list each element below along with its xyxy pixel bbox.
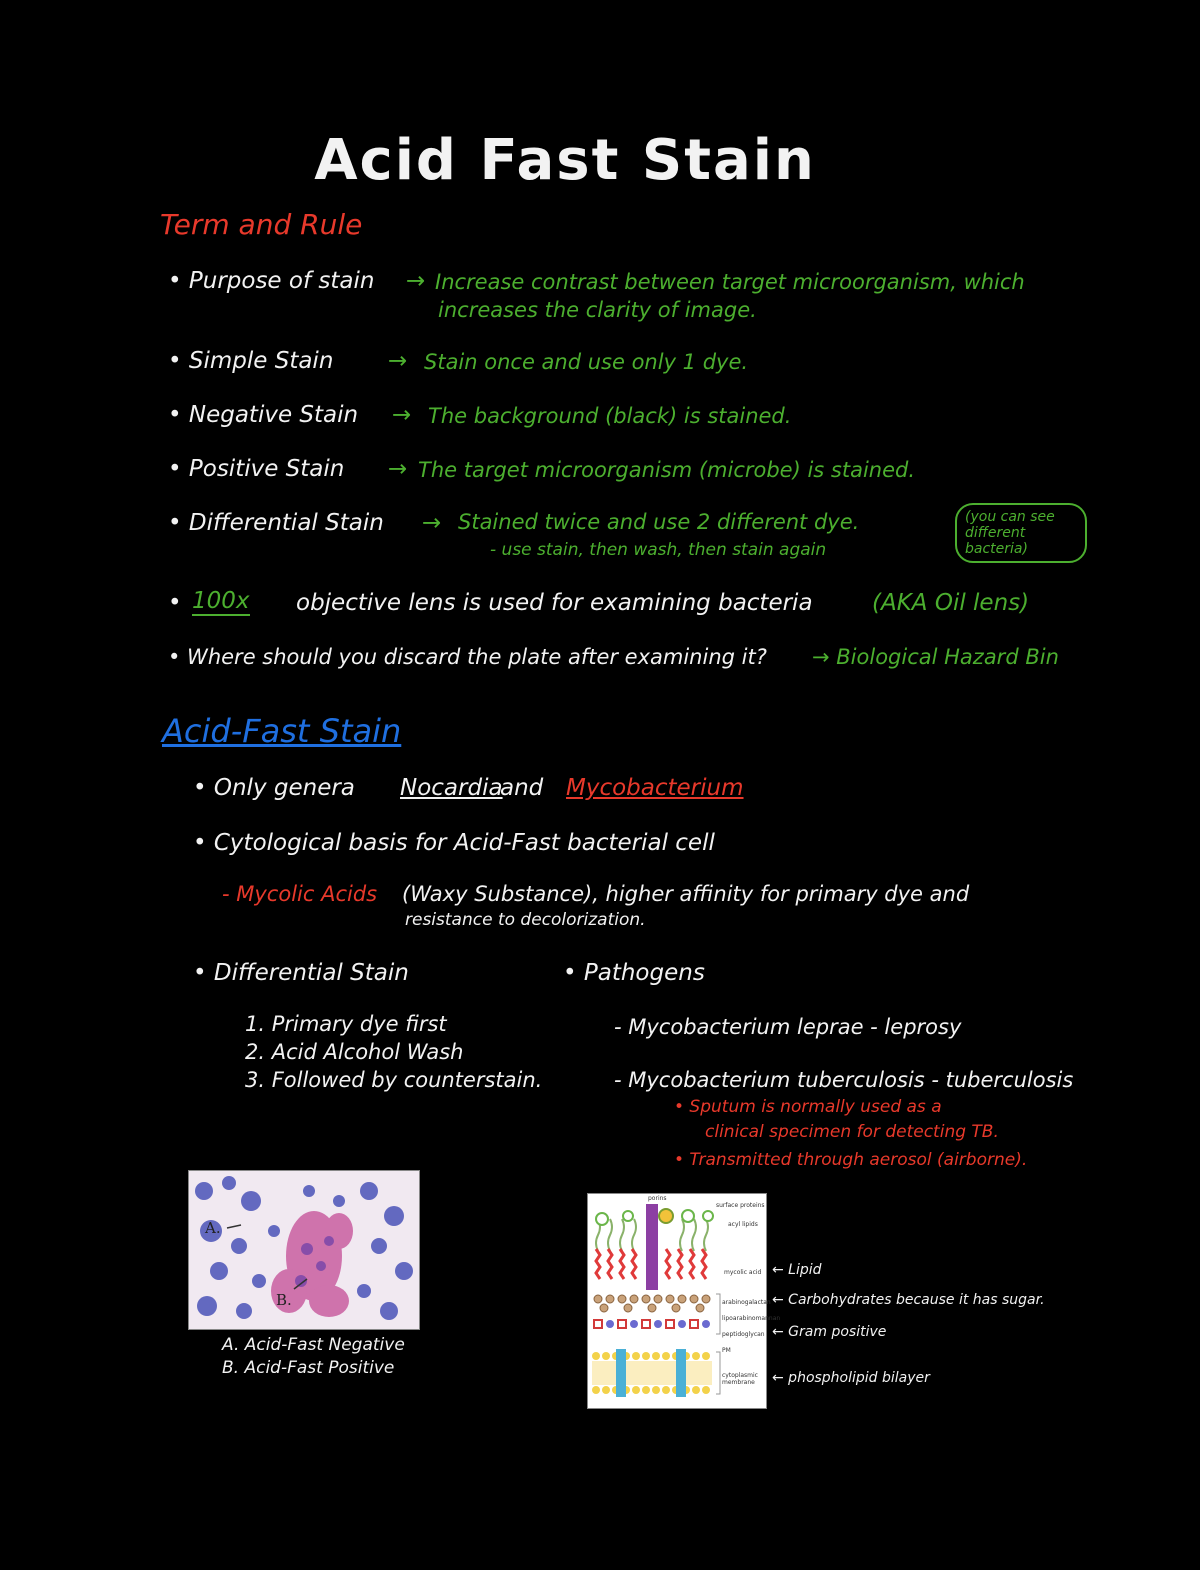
photo-caption-b: B. Acid-Fast Positive [222,1358,395,1378]
term-negative: • Negative Stain [168,402,359,428]
def-purpose-2: increases the clarity of image. [438,298,757,322]
photo-label-a: A. [205,1219,221,1237]
acid-fast-micrograph [188,1170,420,1330]
diff-step-3: 3. Followed by counterstain. [245,1068,543,1092]
mycolic-acids-label: - Mycolic Acids [222,882,378,906]
diagram-label-peptidoglycan: peptidoglycan [722,1331,765,1338]
def-negative: The background (black) is stained. [428,404,792,428]
diagram-label-arabinogalactan: arabinogalactan [722,1299,771,1306]
genera-prefix: • Only genera [193,775,355,801]
arrow-purpose: → [406,268,426,294]
diagram-note-gram-positive: ← Gram positive [772,1324,887,1340]
micrograph-illustration [189,1171,419,1329]
bullet-lens: • [168,590,182,616]
diagram-label-cytoplasmic-membrane: cytoplasmic membrane [722,1372,758,1386]
def-differential-2: - use stain, then wash, then stain again [490,540,827,560]
section-heading-acidfast: Acid-Fast Stain [162,712,402,750]
def-purpose: Increase contrast between target microorganism, which [435,270,1025,294]
photo-caption-a: A. Acid-Fast Negative [222,1335,405,1355]
lens-text: objective lens is used for examining bacteria [296,590,813,616]
term-positive: • Positive Stain [168,456,345,482]
arrow-simple: → [388,348,408,374]
diagram-label-acyl-lipids: acyl lipids [728,1221,758,1228]
def-differential: Stained twice and use 2 different dye. [458,510,860,534]
cytological-basis: • Cytological basis for Acid-Fast bacterial cell [193,830,715,856]
term-simple: • Simple Stain [168,348,334,374]
cell-wall-diagram [587,1193,781,1409]
differential-heading: • Differential Stain [193,960,409,986]
term-differential: • Differential Stain [168,510,384,536]
note-differential: (you can see different bacteria) [955,503,1087,563]
discard-question: • Where should you discard the plate after examining it? [168,645,767,669]
genera-and: and [500,775,544,801]
photo-label-b: B. [276,1291,292,1309]
discard-answer: → Biological Hazard Bin [812,645,1059,669]
arrow-differential: → [422,510,442,536]
diagram-label-surface-proteins: surface proteins [716,1202,765,1209]
def-positive: The target microorganism (microbe) is stained. [418,458,916,482]
diagram-note-phospholipid: ← phospholipid bilayer [772,1370,930,1386]
section-heading-terms: Term and Rule [160,208,363,241]
tb-note-1: • Sputum is normally used as a [674,1097,942,1117]
arrow-positive: → [388,456,408,482]
diagram-label-pm: PM [722,1347,731,1354]
diff-step-2: 2. Acid Alcohol Wash [245,1040,464,1064]
genera-nocardia: Nocardia [400,775,503,801]
page-title: Acid Fast Stain [314,128,816,193]
diagram-note-carbohydrates: ← Carbohydrates because it has sugar. [772,1292,1045,1308]
diagram-label-porins: porins [648,1195,667,1202]
arrow-negative: → [392,402,412,428]
diff-step-1: 1. Primary dye first [245,1012,447,1036]
lens-magnification: 100x [192,588,250,614]
diagram-label-mycolic-acid: mycolic acid [724,1269,762,1276]
genera-mycobacterium: Mycobacterium [566,775,744,801]
pathogen-leprae: - Mycobacterium leprae - leprosy [614,1015,962,1039]
pathogens-heading: • Pathogens [563,960,705,986]
diagram-note-lipid: ← Lipid [772,1262,822,1278]
mycolic-acids-text-2: resistance to decolorization. [405,910,646,930]
lens-note: (AKA Oil lens) [872,590,1030,616]
term-purpose: • Purpose of stain [168,268,375,294]
tb-note-2: clinical specimen for detecting TB. [705,1122,999,1142]
mycolic-acids-text: (Waxy Substance), higher affinity for primary dye and [402,882,970,906]
pathogen-tuberculosis: - Mycobacterium tuberculosis - tuberculosis [614,1068,1074,1092]
diagram-label-lipoarabinomannan: lipoarabinomannan [722,1315,781,1322]
tb-note-3: • Transmitted through aerosol (airborne). [674,1150,1028,1170]
def-simple: Stain once and use only 1 dye. [424,350,749,374]
